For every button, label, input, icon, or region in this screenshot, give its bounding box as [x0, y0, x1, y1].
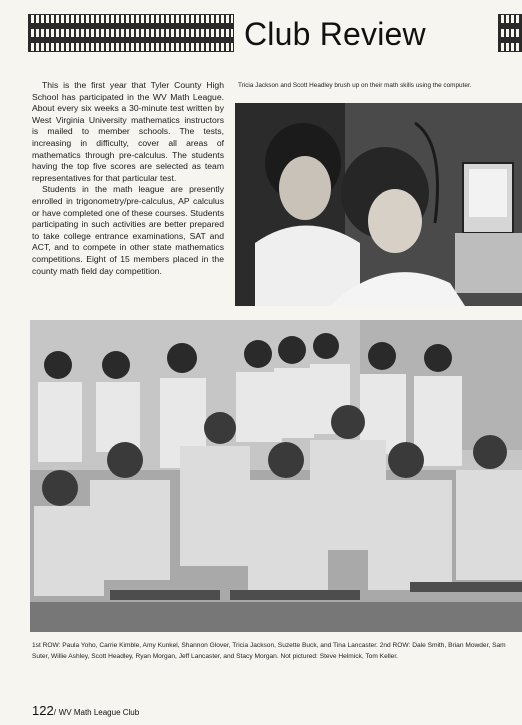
article-body [32, 80, 224, 277]
header-decorative-bar-right [498, 14, 522, 52]
computer-photo [235, 103, 522, 306]
article-paragraph: Students in the math league are presently enrolled in trigonometry/pre-calculus, AP calculus or have completed one of these courses. Students participating in such activities are better prepared to take college entrance examinations, SAT and ACT, and to compete in other state mathematics competitions. Eight of 15 members placed in the county math field day competition. [32, 184, 224, 276]
page-footer [32, 704, 139, 720]
header-decorative-bar-left [28, 14, 234, 52]
top-photo-caption: Tricia Jackson and Scott Headley brush up on their math skills using the computer. [238, 82, 472, 89]
group-photo [30, 320, 522, 632]
page-number: 122 [32, 703, 54, 718]
group-photo-caption: 1st ROW: Paula Yoho, Carrie Kimble, Amy Kunkel, Shannon Glover, Tricia Jackson, Suzette Buck, and Tina Lancaster. 2nd ROW: Dale Smith, Brian Mowder, Sam Suter, Willie Ashley, Scott Headley, Ryan Morgan, Jeff Lancaster, and Stacy Morgan. Not pictured: Steve Helmick, Tom Keller. [32, 642, 506, 660]
computer-photo-illustration [235, 103, 522, 306]
footer-section-name: WV Math League Club [58, 708, 140, 717]
group-photo-illustration [30, 320, 522, 632]
footer-separator: / [53, 708, 56, 717]
page-title: Club Review [244, 16, 426, 52]
article-paragraph: This is the first year that Tyler County High School has participated in the WV Math League. About every six weeks a 30-minute test written by West Virginia University mathematics instructors is mailed to member schools. The tests, increasing in difficulty, cover all areas of mathematics through pre-calculus. The students having the top five scores are selected as team representatives for that particular test. [32, 80, 224, 183]
